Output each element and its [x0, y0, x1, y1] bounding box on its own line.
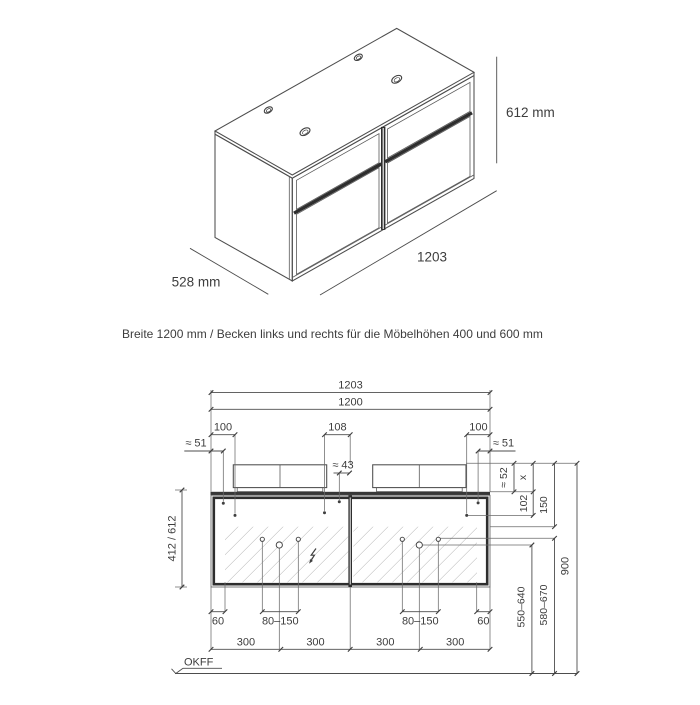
iso-height-label: 612 mm	[506, 105, 555, 120]
dim-tap-right: 100	[469, 421, 488, 434]
dim-300-1: 300	[236, 636, 256, 649]
dim-overhang-right: ≈ 51	[492, 437, 515, 450]
floor-level	[172, 657, 578, 674]
left-dimension	[167, 490, 188, 587]
dim-cabinet-heights: 412 / 612	[166, 515, 179, 562]
dim-300-2: 300	[306, 636, 325, 649]
dim-rim-offset: ≈ 52	[498, 467, 510, 488]
dim-300-3: 300	[376, 636, 395, 649]
dim-tap-left: 100	[213, 421, 233, 434]
front-view	[167, 380, 580, 676]
top-dimensions	[184, 380, 515, 473]
dim-cabinet-width: 1200	[338, 396, 363, 409]
dim-rim-height: 900	[559, 556, 572, 576]
iso-drawer-fronts	[294, 82, 472, 274]
iso-view	[172, 28, 555, 295]
dim-edge-right: 60	[477, 615, 490, 628]
dim-supply-range: 550–640	[515, 586, 528, 628]
caption-text: Breite 1200 mm / Becken links und rechts für die Möbelhöhen 400 und 600 mm	[122, 327, 543, 341]
right-dimensions	[498, 463, 577, 673]
iso-depth-label: 528 mm	[171, 274, 221, 290]
installation-zone-left	[225, 527, 348, 583]
basin-right	[373, 465, 466, 492]
floor-level-label: OKFF	[184, 656, 214, 669]
installation-zone-right	[353, 527, 477, 583]
dim-tap-distance: ≈ 43	[332, 459, 354, 472]
iso-side-panel	[215, 134, 292, 281]
dim-connection-left: 80–150	[261, 615, 299, 628]
countertop	[211, 492, 491, 495]
dim-drain-range: 580–670	[538, 584, 550, 626]
dim-overhang-left: ≈ 51	[185, 437, 207, 450]
dim-basin-gap: 108	[328, 421, 347, 434]
dim-basin-height-x: x	[516, 474, 529, 481]
dim-edge-left: 60	[211, 615, 225, 628]
dim-fixing-offset: 102	[517, 494, 530, 513]
dim-total-width: 1203	[338, 379, 363, 392]
basin-left	[233, 465, 326, 492]
dim-300-4: 300	[446, 636, 465, 649]
iso-width-label: 1203	[416, 249, 448, 265]
dim-connection-right: 80–150	[401, 615, 439, 628]
dim-zone-offset: 150	[538, 496, 550, 514]
